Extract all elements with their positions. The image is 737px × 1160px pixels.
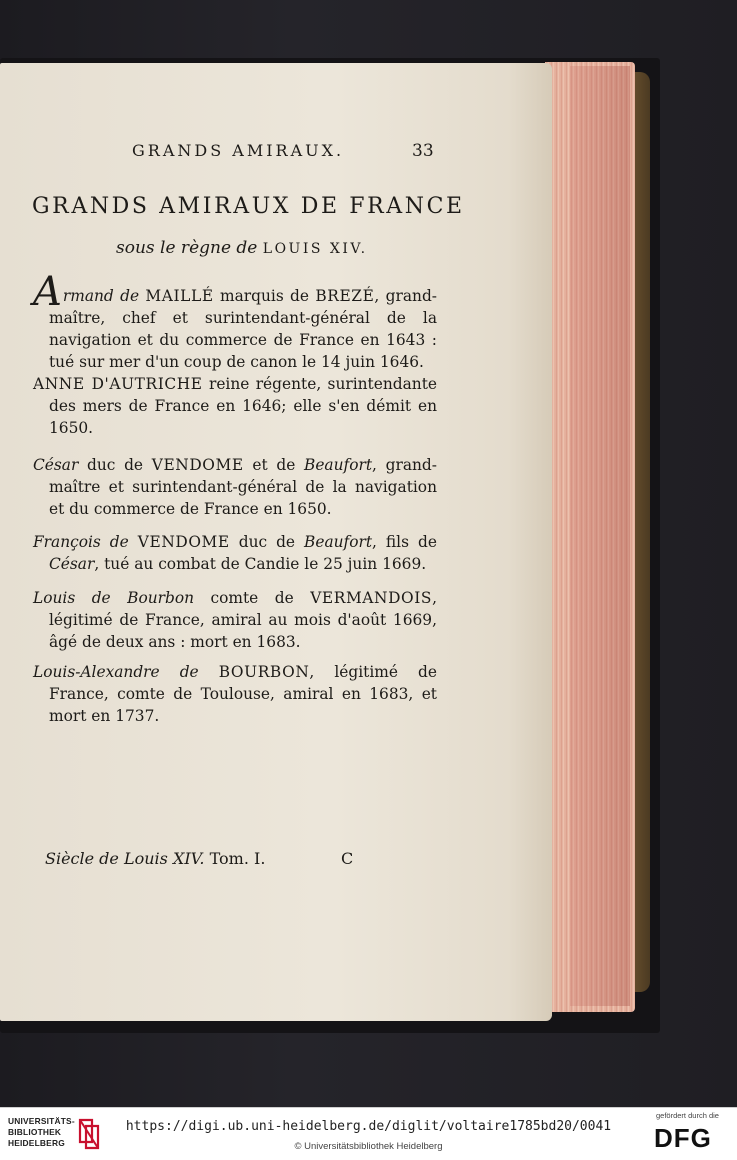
signature-italic: Siècle de Louis XIV.	[45, 849, 205, 868]
dfg-funded-by: gefördert durch die	[656, 1111, 719, 1120]
entry-name-italic: Louis de Bourbon	[33, 589, 195, 607]
page-subtitle	[116, 238, 368, 258]
entry-text-cont: , grand-maître, chef et surintendant-général de la navigation et du commerce de France en 1643 : tué sur mer d'un coup de canon le 14 juin 1646.	[49, 287, 437, 371]
page-title: GRANDS AMIRAUX DE FRANCE	[32, 194, 465, 219]
entry-text: marquis de	[220, 287, 310, 305]
library-name-line3: HEIDELBERG	[8, 1138, 65, 1148]
entry-text: reine régente, surintendante des mers de France en 1646; elle s'en démit en 1650.	[49, 375, 437, 437]
entry-cesar-de-vendome	[33, 454, 437, 520]
viewer-footer-banner	[0, 1107, 737, 1160]
entry-louis-de-bourbon-vermandois	[33, 587, 437, 653]
subtitle-italic: sous le règne de	[116, 238, 258, 258]
signature-volume: Tom. I.	[209, 849, 266, 868]
entry-name-italic: Louis-Alexandre de	[33, 663, 199, 681]
entry-text: comte de	[210, 589, 294, 607]
entry-place-italic: Beaufort	[304, 533, 373, 551]
entry-text-end: , grand-maître et surintendant-général de la navigation et du commerce de France en 1650.	[49, 456, 437, 518]
sheet-signature-mark: C	[341, 849, 354, 868]
library-name-line2: BIBLIOTHEK	[8, 1127, 62, 1137]
entry-title-sc: BREZÉ	[315, 287, 375, 305]
entry-armand-de-maille	[33, 269, 437, 373]
entry-name-italic: François de	[33, 533, 129, 551]
entry-text: , légitimé de France, comte de Toulouse, amiral en 1683, et mort en 1737.	[49, 663, 437, 725]
entry-text-cont: et de	[252, 456, 296, 474]
library-name-line1: UNIVERSITÄTS-	[8, 1116, 75, 1126]
page-fore-edge-shade	[570, 66, 630, 1006]
signature-line	[45, 849, 265, 868]
subtitle-king: LOUIS XIV.	[262, 241, 368, 257]
entry-name-sc: ANNE D'AUTRICHE	[33, 375, 203, 393]
entry-francois-de-vendome	[33, 531, 437, 575]
entry-louis-alexandre-de-bourbon	[33, 661, 437, 727]
copyright-notice: © Universitätsbibliothek Heidelberg	[294, 1141, 443, 1152]
entry-title-sc: VENDOME	[151, 456, 244, 474]
entry-father-italic: César	[49, 555, 95, 573]
entry-name-sc: BOURBON	[218, 663, 310, 681]
entry-name-sc: MAILLÉ	[145, 287, 214, 305]
dfg-wordmark: DFG	[654, 1123, 712, 1153]
entry-name-italic: César	[33, 456, 79, 474]
drop-cap: A	[33, 269, 62, 315]
page-content	[0, 63, 552, 1021]
entry-text-cont: , légitimé de France, amiral au mois d'août 1669, âgé de deux ans : mort en 1683.	[49, 589, 437, 651]
entry-text-cont: , fils de	[372, 533, 437, 551]
entry-title-sc: VERMANDOIS	[310, 589, 433, 607]
page-number: 33	[412, 141, 434, 161]
entry-name-italic: rmand de	[62, 287, 140, 305]
entry-place-italic: Beaufort	[304, 456, 373, 474]
entry-text-end: , tué au combat de Candie le 25 juin 1669.	[94, 555, 427, 573]
running-head: GRANDS AMIRAUX.	[132, 141, 345, 160]
dfg-logo[interactable]	[652, 1111, 732, 1157]
permalink-url[interactable]: https://digi.ub.uni-heidelberg.de/diglit/voltaire1785bd20/0041	[125, 1119, 612, 1134]
entry-name-sc: VENDOME	[137, 533, 230, 551]
entry-anne-d-autriche	[33, 373, 437, 439]
entry-text: duc de	[87, 456, 144, 474]
book-page	[0, 63, 552, 1021]
entry-text: duc de	[238, 533, 296, 551]
